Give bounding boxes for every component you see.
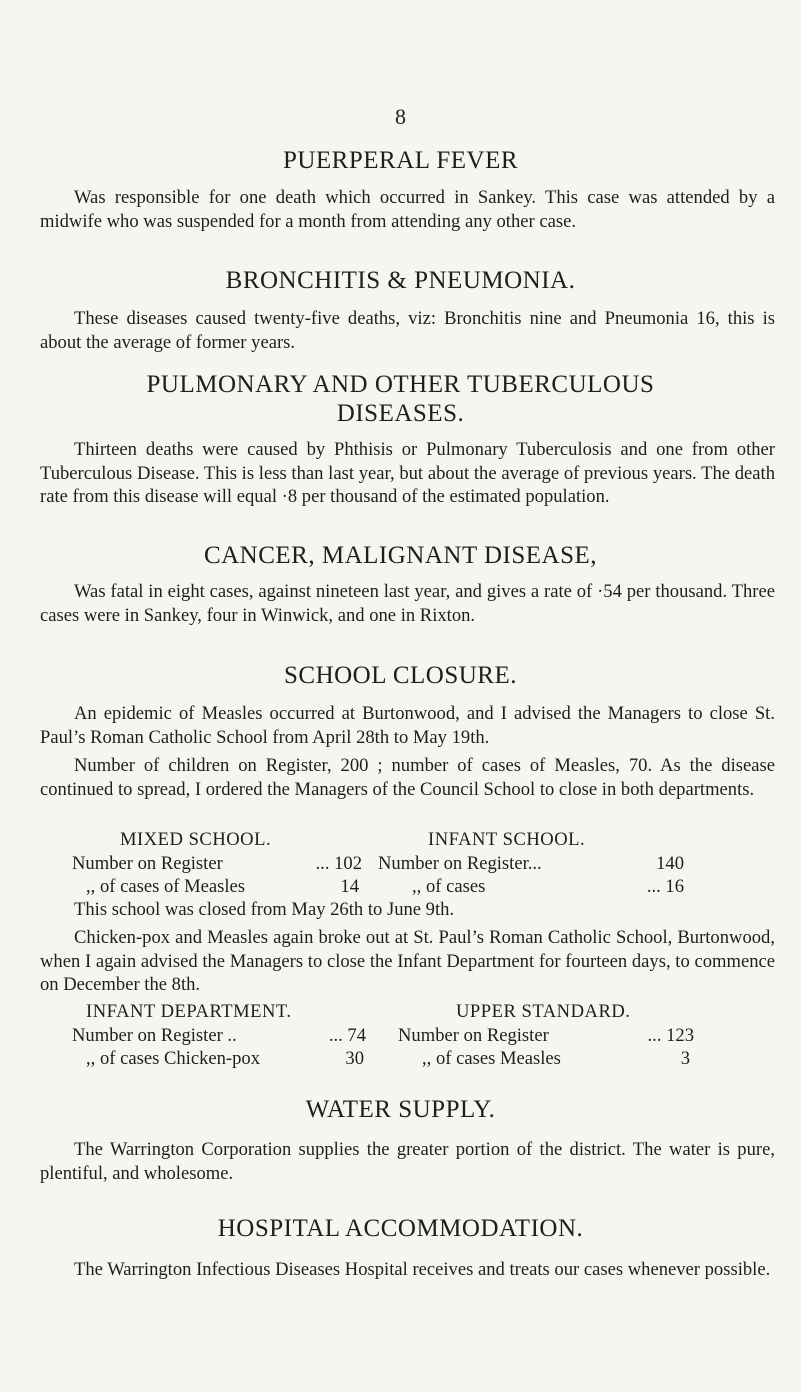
- heading-water-supply: WATER SUPPLY.: [305, 1096, 496, 1123]
- table-infant-school: [378, 828, 690, 899]
- heading-puerperal-fever: PUERPERAL FEVER: [282, 147, 519, 174]
- paragraph-hospital-accommodation: The Warrington Infectious Diseases Hospital receives and treats our cases whenever possible.: [74, 1259, 771, 1280]
- row-value: ... 74: [328, 1024, 366, 1046]
- paragraph-school-1: An epidemic of Measles occurred at Burtonwood, and I advised the Managers to close St. Paul’s Roman Catholic School from April 28th to May 19th.: [40, 703, 775, 748]
- heading-tuberculous-line1: PULMONARY AND OTHER TUBERCULOUS: [146, 371, 655, 398]
- table-title: INFANT SCHOOL.: [428, 829, 586, 850]
- row-value: ... 102: [315, 852, 362, 874]
- row-value: 3: [680, 1048, 690, 1069]
- paragraph-school-2: Number of children on Register, 200 ; number of cases of Measles, 70. As the disease continued to spread, I ordered the Managers of the Council School to close in both departments.: [40, 755, 775, 800]
- heading-hospital-accommodation: HOSPITAL ACCOMMODATION.: [217, 1215, 584, 1242]
- table-mixed-school: [72, 828, 362, 899]
- row-label: ,, of cases of Measles: [86, 876, 246, 897]
- paragraph-school-3: This school was closed from May 26th to June 9th.: [74, 899, 455, 920]
- table-upper-standard: [398, 1000, 694, 1071]
- heading-school-closure: SCHOOL CLOSURE.: [284, 662, 517, 689]
- table-infant-department: [72, 1000, 366, 1071]
- table-title: UPPER STANDARD.: [456, 1001, 631, 1022]
- page-number: 8: [395, 104, 406, 129]
- heading-bronchitis-pneumonia: BRONCHITIS & PNEUMONIA.: [225, 267, 576, 294]
- row-value: 140: [656, 852, 684, 874]
- paragraph-tuberculous: Thirteen deaths were caused by Phthisis or Pulmonary Tuberculosis and one from other Tuberculous Disease. This is less than last year, but about the average of previous years. The death rate from this disease will equal ·8 per thousand of the estimated population.: [40, 439, 775, 507]
- row-label: ,, of cases Measles: [422, 1048, 561, 1069]
- paragraph-bronchitis-pneumonia: These diseases caused twenty-five deaths, viz: Bronchitis nine and Pneumonia 16, this is about the average of former years.: [40, 308, 775, 353]
- row-label: ,, of cases: [412, 876, 486, 897]
- paragraph-cancer: Was fatal in eight cases, against nineteen last year, and gives a rate of ·54 per thousand. Three cases were in Sankey, four in Winwick, and one in Rixton.: [40, 581, 775, 626]
- paragraph-water-supply: The Warrington Corporation supplies the greater portion of the district. The water is pure, plentiful, and wholesome.: [40, 1139, 775, 1184]
- row-label: Number on Register ..: [72, 1024, 237, 1046]
- row-label: ,, of cases Chicken-pox: [86, 1048, 261, 1069]
- heading-tuberculous-line2: DISEASES.: [336, 400, 465, 427]
- table-title: MIXED SCHOOL.: [120, 829, 272, 850]
- row-value: 14: [340, 876, 359, 897]
- row-value: 30: [345, 1048, 364, 1069]
- table-title: INFANT DEPARTMENT.: [86, 1001, 292, 1022]
- row-value: ... 123: [647, 1024, 694, 1046]
- row-label: Number on Register...: [378, 852, 542, 874]
- row-label: Number on Register: [398, 1024, 549, 1046]
- heading-cancer: CANCER, MALIGNANT DISEASE,: [203, 542, 598, 569]
- paragraph-school-4: Chicken-pox and Measles again broke out at St. Paul’s Roman Catholic School, Burtonwood, when I again advised the Managers to close the Infant Department for fourteen days, to commence on December the 8th.: [40, 927, 775, 995]
- row-value: ... 16: [646, 876, 684, 897]
- row-label: Number on Register: [72, 852, 223, 874]
- paragraph-puerperal-fever: Was responsible for one death which occurred in Sankey. This case was attended by a midwife who was suspended for a month from attending any other case.: [40, 187, 775, 232]
